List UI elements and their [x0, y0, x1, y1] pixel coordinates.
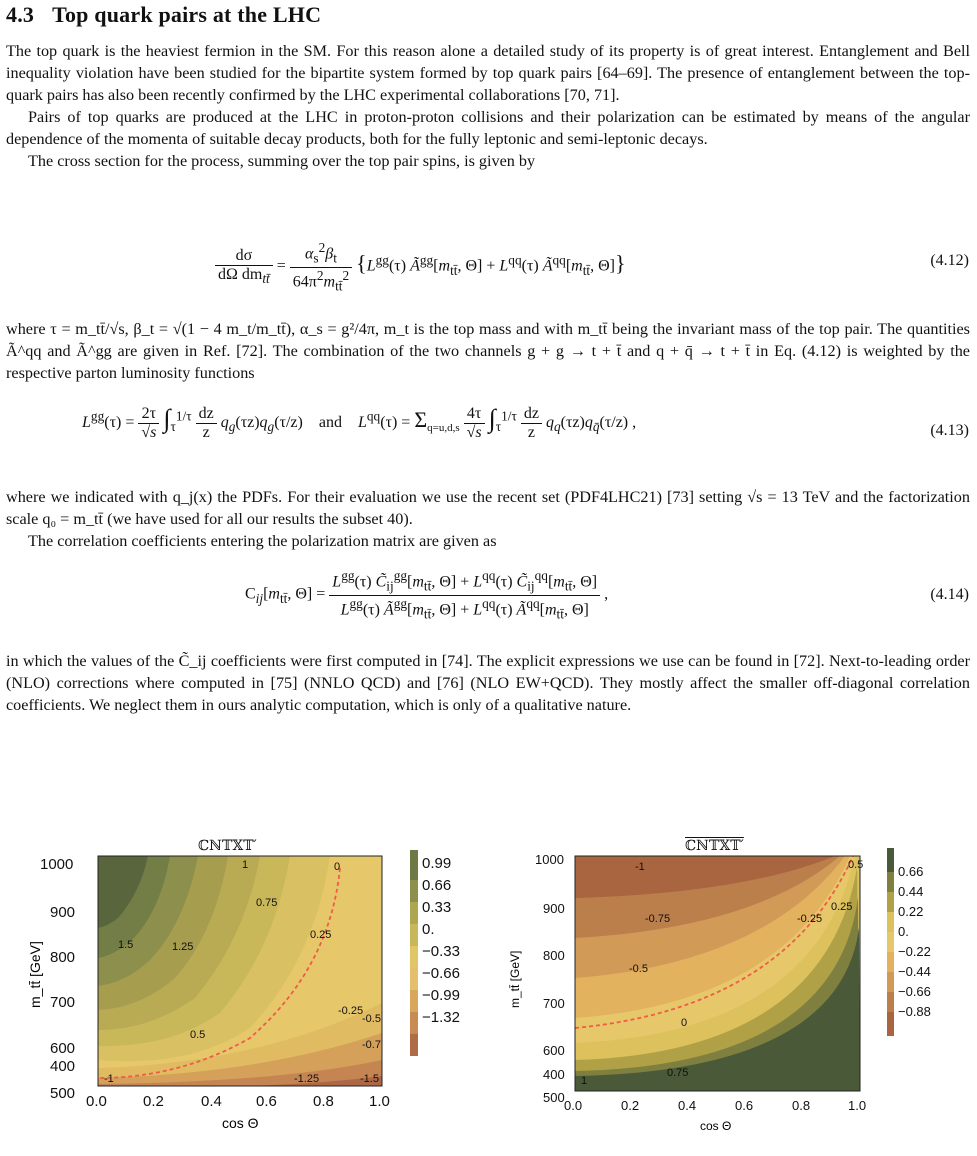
- plot-svg: [495, 838, 975, 1138]
- svg-text:-0.7: -0.7: [362, 1039, 381, 1051]
- equation-4-12: [0, 240, 977, 294]
- svg-text:600: 600: [543, 1043, 565, 1058]
- equation-4-14: [0, 568, 977, 628]
- svg-text:0.44: 0.44: [898, 884, 924, 899]
- svg-text:-0.5: -0.5: [629, 963, 648, 975]
- svg-text:-0.75: -0.75: [645, 913, 671, 925]
- svg-text:900: 900: [543, 901, 565, 916]
- color-legend: [887, 848, 931, 1036]
- y-axis-label: m_tt̄ [GeV]: [508, 950, 522, 1008]
- section-number: 4.3: [6, 2, 35, 27]
- x-tick-labels: [86, 1093, 390, 1110]
- svg-text:600: 600: [50, 1040, 76, 1057]
- paragraph: The top quark is the heaviest fermion in the SM. For this reason alone a detailed study of its property is of great interest. Entanglement and Bell inequality violation have been studied for the bipartite system formed by top quark pairs [64–69]. The presence of entanglement between the top-quark pairs has also been recently confirmed by the LHC experimental collaborations [70, 71].: [6, 42, 970, 104]
- svg-text:−0.33: −0.33: [422, 943, 460, 960]
- svg-text:-1: -1: [635, 861, 645, 873]
- x-axis-label: cos Θ: [222, 1115, 259, 1131]
- equation-number: (4.12): [930, 252, 969, 269]
- svg-text:0.0: 0.0: [564, 1098, 583, 1113]
- paragraph-block-3: [6, 486, 970, 552]
- svg-text:0.66: 0.66: [898, 864, 924, 879]
- contour-bands: [575, 856, 860, 1091]
- color-legend: [410, 850, 460, 1056]
- equation-number: (4.14): [930, 586, 969, 603]
- svg-text:1.25: 1.25: [172, 941, 194, 953]
- svg-text:-1: -1: [104, 1073, 114, 1085]
- svg-text:-1.25: -1.25: [294, 1073, 320, 1085]
- svg-text:−0.99: −0.99: [422, 987, 460, 1004]
- equation-4-13: [0, 404, 977, 466]
- svg-text:−0.88: −0.88: [898, 1004, 931, 1019]
- svg-text:−0.22: −0.22: [898, 944, 931, 959]
- svg-text:0.75: 0.75: [256, 897, 278, 909]
- svg-text:0.33: 0.33: [422, 899, 452, 916]
- svg-text:0: 0: [681, 1017, 688, 1029]
- x-tick-labels: [564, 1098, 866, 1113]
- svg-text:0.25: 0.25: [831, 901, 853, 913]
- svg-text:−1.32: −1.32: [422, 1009, 460, 1026]
- equation-body: $\frac{d\sigma}{d\Omega dm_{tt̄}}$ = $\frac{\alpha_s^2\beta_t}{64\pi^2m_{tt̄}^2}$ {$L^{gg}(\tau)$ $Ã^{gg}[m_{tt̄}$, $\Theta] + L^{qq}(\tau)$ $Ã^{qq}[m_{tt̄}$, Θ]}: [215, 240, 626, 294]
- svg-text:0.4: 0.4: [678, 1098, 697, 1113]
- svg-text:0.2: 0.2: [143, 1093, 164, 1110]
- svg-text:500: 500: [50, 1085, 76, 1102]
- svg-text:0.: 0.: [422, 921, 435, 938]
- svg-text:−0.66: −0.66: [422, 965, 460, 982]
- svg-text:0.99: 0.99: [422, 855, 452, 872]
- paragraph-block-4: [6, 650, 970, 716]
- contour-plot-right: [495, 838, 975, 1138]
- svg-text:1.0: 1.0: [369, 1093, 390, 1110]
- paragraph: Pairs of top quarks are produced at the LHC in proton-proton collisions and their polarization can be estimated by means of the angular dependence of the momenta of suitable decay products, both for the fully leptonic and semi-leptonic decays.: [6, 108, 970, 148]
- contour-bands: [98, 856, 382, 1086]
- svg-text:-1.5: -1.5: [360, 1073, 379, 1085]
- paragraph: The cross section for the process, summing over the top pair spins, is given by: [28, 152, 536, 170]
- plot-title: ℂℕ𝕋𝕏𝕋′: [198, 838, 257, 854]
- svg-text:0.5: 0.5: [848, 859, 864, 871]
- svg-text:1.5: 1.5: [118, 939, 134, 951]
- paragraph: where τ = m_tt̄/√s, β_t = √(1 − 4 m_t/m_tt̄), α_s = g²/4π, m_t is the top mass and with m_tt̄ being the invariant mass of the top pair. The quantities Ã^qq and Ã^gg are given in Ref. [72]. The combination of the two channels g + g → t + t̄ and q + q̄ → t + t̄ in Eq. (4.12) is weighted by the respective parton luminosity functions: [6, 320, 970, 382]
- paragraph: in which the values of the C̃_ij coefficients were first computed in [74]. The explicit expressions we use can be found in [72]. Next-to-leading order (NLO) corrections where computed in [75] (NNLO QCD) and [76] (NLO EW+QCD). They mostly affect the smaller off-diagonal correlation coefficients. We neglect them in ours analytic computation, which is only of a qualitative nature.: [6, 652, 970, 714]
- equation-body: $C_{ij}[m_{tt̄}$, Θ] = $\frac{L^{gg}(\tau) C̃_{ij}^{gg}[m_{tt̄}, \Theta] + L^{qq}(\tau) C̃_{ij}^{qq}[m_{tt̄}, \Theta]}{L^{gg}(\tau) Ã^{gg}[m_{tt̄}, \Theta] + L^{qq}(\tau) Ã^{qq}[m_{tt̄}, \Theta]}$ ,: [245, 568, 609, 622]
- svg-text:700: 700: [543, 996, 565, 1011]
- svg-text:1000: 1000: [40, 856, 74, 873]
- paragraph: The correlation coefficients entering the polarization matrix are given as: [28, 532, 497, 550]
- svg-text:1: 1: [242, 859, 249, 871]
- svg-text:900: 900: [50, 904, 76, 921]
- contour-plot-left: [0, 838, 480, 1138]
- svg-text:−0.44: −0.44: [898, 964, 931, 979]
- svg-text:800: 800: [543, 948, 565, 963]
- svg-text:0.66: 0.66: [422, 877, 452, 894]
- paragraph-block-2: [6, 318, 970, 384]
- y-tick-labels: [40, 856, 75, 1102]
- svg-text:0.2: 0.2: [621, 1098, 640, 1113]
- svg-text:0.6: 0.6: [256, 1093, 277, 1110]
- svg-text:0.0: 0.0: [86, 1093, 107, 1110]
- svg-text:1000: 1000: [535, 852, 564, 867]
- and-word: and: [318, 414, 342, 431]
- svg-text:-0.25: -0.25: [797, 913, 823, 925]
- svg-text:0.25: 0.25: [310, 929, 332, 941]
- svg-text:0: 0: [334, 861, 341, 873]
- plot-title: ℂℕ𝕋𝕏𝕋′: [685, 838, 744, 854]
- equation-number: (4.13): [930, 422, 969, 439]
- svg-text:−0.66: −0.66: [898, 984, 931, 999]
- paragraph-block-1: [6, 40, 970, 172]
- svg-text:1.0: 1.0: [848, 1098, 867, 1113]
- paragraph: where we indicated with q_j(x) the PDFs. For their evaluation we use the recent set (PDF4LHC21) [73] setting √s = 13 TeV and the factorization scale q₀ = m_tt̄ (we have used for all our results the subset 40).: [6, 488, 970, 528]
- plot-svg: [0, 838, 480, 1138]
- svg-text:0.8: 0.8: [792, 1098, 811, 1113]
- svg-text:0.4: 0.4: [201, 1093, 222, 1110]
- svg-text:0.22: 0.22: [898, 904, 924, 919]
- section-title: Top quark pairs at the LHC: [52, 2, 322, 27]
- svg-text:700: 700: [50, 994, 76, 1011]
- svg-text:400: 400: [543, 1067, 565, 1082]
- svg-text:0.75: 0.75: [667, 1067, 689, 1079]
- svg-text:-0.25: -0.25: [338, 1005, 364, 1017]
- svg-text:0.: 0.: [898, 924, 909, 939]
- svg-text:1: 1: [581, 1075, 588, 1087]
- svg-text:500: 500: [543, 1090, 565, 1105]
- y-axis-label: m_tt̄ [GeV]: [27, 941, 43, 1008]
- svg-text:800: 800: [50, 949, 76, 966]
- y-tick-labels: [535, 852, 565, 1105]
- equation-body: $L^{gg}(\tau)$ = $\frac{2\tau}{√s}$ $\int_\tau^{1/\tau}$ $\frac{dz}{z}$ $q_g(\tau z)q_g(\tau/z)$ and $L^{qq}(\tau) = \Sigma_{q=u,d,s}$ $\frac{4\tau}{√s}$ $\int_\tau^{1/\tau}$ $\frac{dz}{z}$ $q_q(\tau z)q_{q̄}(\tau/z)$ ,: [82, 404, 637, 441]
- svg-text:400: 400: [50, 1058, 76, 1075]
- svg-text:0.6: 0.6: [735, 1098, 754, 1113]
- svg-text:-0.5: -0.5: [362, 1013, 381, 1025]
- svg-text:0.8: 0.8: [313, 1093, 334, 1110]
- svg-text:0.5: 0.5: [190, 1029, 206, 1041]
- section-heading: [6, 2, 321, 28]
- x-axis-label: cos Θ: [700, 1119, 732, 1133]
